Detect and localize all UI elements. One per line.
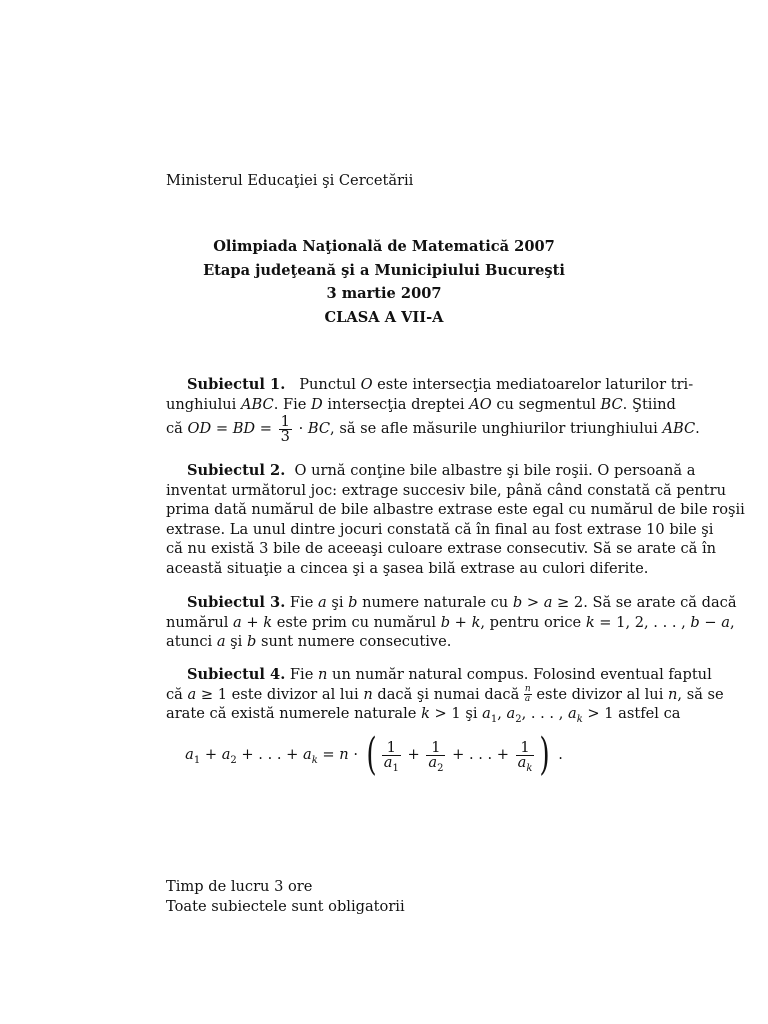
mandatory-note: Toate subiectele sunt obligatorii: [166, 897, 405, 915]
subject-1-label: Subiectul 1.: [187, 376, 286, 393]
subject-2-label: Subiectul 2.: [187, 462, 286, 479]
subject-1-line-3: că OD = BD = $\frac{1}{3}$ · BC, să se afle măsurile unghiurilor triunghiului ABC.: [166, 412, 700, 445]
olympiad-title: Olimpiada Naţională de Matematică 2007: [213, 238, 555, 255]
subject-2-line-4: extrase. La unul dintre jocuri constată că în final au fost extrase 10 bile şi: [166, 520, 714, 538]
fraction-1-a2: $\frac{1}{a_2}$: [428, 738, 444, 774]
grade-title: CLASA A VII-A: [324, 308, 444, 326]
subject-1: [166, 375, 700, 445]
subject-4-line-1: Subiectul 4. Fie n un număr natural compus. Folosind eventual faptul: [187, 666, 712, 683]
subject-1-line-1: Subiectul 1. Punctul O este intersecţia mediatoarelor laturilor tri-: [187, 376, 694, 393]
subject-2-line-1: Subiectul 2. O urnă conţine bile albastre şi bile roşii. O persoană a: [187, 462, 696, 479]
subject-2: [166, 461, 745, 578]
work-time: Timp de lucru 3 ore: [166, 878, 313, 895]
subject-1-line-2: unghiului ABC. Fie D intersecţia dreptei AO cu segmentul BC. Ştiind: [166, 395, 676, 413]
left-parenthesis: (: [366, 729, 377, 780]
subject-3-line-1: Subiectul 3. Fie a şi b numere naturale cu b > a ≥ 2. Să se arate că dacă: [187, 594, 737, 611]
fraction-1-ak: $\frac{1}{a_k}$: [517, 738, 533, 774]
subject-3-line-3: atunci a şi b sunt numere consecutive.: [166, 633, 452, 650]
subject-2-line-6: această situaţie a cincea şi a şasea bilă extrase au culori diferite.: [166, 559, 649, 577]
subject-2-line-2: inventat următorul joc: extrage succesiv bile, până când constată că pentru: [166, 481, 727, 499]
exam-date: 3 martie 2007: [326, 285, 442, 302]
subject-4: [166, 665, 724, 725]
footer: [166, 877, 405, 916]
title-block: [0, 235, 768, 329]
display-formula: $a_1 + a_2$ + . . . + $a_k = n$ · ( $\frac{1}{a_1}$ + $\frac{1}{a_2}$ + . . . + $\frac{1}{a_k}$ ) .: [185, 729, 563, 780]
subject-4-line-3: arate că există numerele naturale k > 1 şi $a_1$, $a_2$, . . . , $a_k > 1$ astfel ca: [166, 705, 681, 725]
subject-3-line-2: numărul a + k este prim cu numărul b + k, pentru orice k = 1, 2, . . . , b − a,: [166, 613, 735, 631]
fraction-n-over-a: $\frac{n}{a}$: [524, 684, 531, 704]
subject-2-line-5: că nu există 3 bile de aceeaşi culoare extrase consecutiv. Să se arate că în: [166, 540, 717, 557]
subject-3: [166, 593, 737, 652]
fraction-1-a1: $\frac{1}{a_1}$: [383, 738, 399, 774]
subject-4-label: Subiectul 4.: [187, 666, 286, 683]
ministry-name: Ministerul Educaţiei şi Cercetării: [166, 172, 414, 189]
stage-title: Etapa judeţeană şi a Municipiului Bucureşti: [203, 261, 565, 279]
right-parenthesis: ): [539, 729, 551, 780]
subject-2-line-3: prima dată numărul de bile albastre extrase este egal cu numărul de bile roşii: [166, 501, 745, 518]
subject-3-label: Subiectul 3.: [187, 594, 286, 611]
subject-4-line-2: că a ≥ 1 este divizor al lui n dacă şi numai dacă $\frac{n}{a}$ este divizor al lui n, să se: [166, 684, 724, 704]
fraction-one-third: $\frac{1}{3}$: [280, 412, 290, 445]
